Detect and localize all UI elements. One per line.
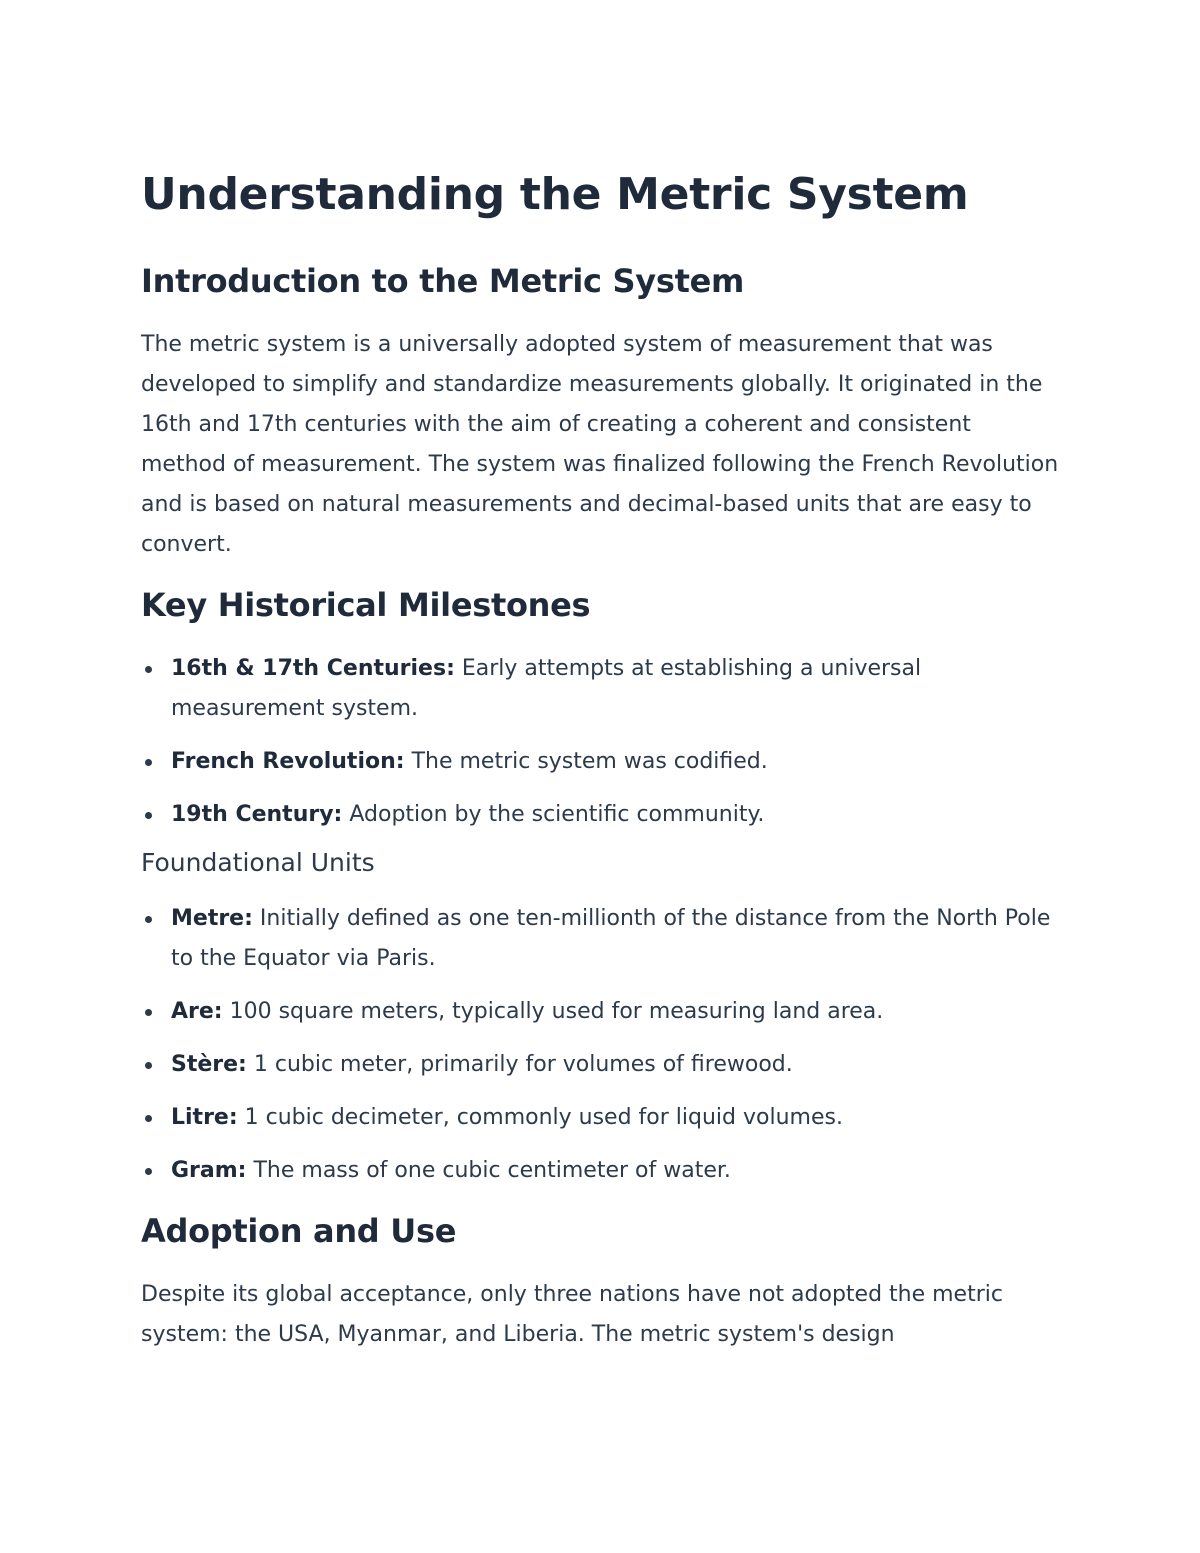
adoption-heading: Adoption and Use	[141, 1212, 457, 1250]
list-item-term: French Revolution:	[171, 749, 405, 774]
document-page	[141, 165, 1061, 1355]
list-item-term: Are:	[171, 999, 223, 1024]
list-item	[141, 1045, 1061, 1085]
units-heading: Foundational Units	[141, 848, 375, 877]
list-item-text: Adoption by the scientific community.	[342, 802, 765, 827]
list-item-term: Stère:	[171, 1052, 247, 1077]
list-item	[141, 742, 1061, 782]
list-item	[141, 1151, 1061, 1191]
list-item-text: Early attempts at establishing a universal measurement system.	[171, 656, 922, 721]
list-item-term: Metre:	[171, 906, 253, 931]
list-item	[141, 1098, 1061, 1138]
list-item-term: 16th & 17th Centuries:	[171, 656, 455, 681]
document-title: Understanding the Metric System	[141, 169, 969, 220]
list-item	[141, 992, 1061, 1032]
list-item-text: 1 cubic meter, primarily for volumes of firewood.	[246, 1052, 793, 1077]
adoption-paragraph: Despite its global acceptance, only three nations have not adopted the metric system: the USA, Myanmar, and Liberia. The metric system's design	[141, 1282, 1003, 1347]
intro-heading: Introduction to the Metric System	[141, 262, 745, 300]
list-item	[141, 899, 1061, 979]
list-item-text: 100 square meters, typically used for measuring land area.	[222, 999, 884, 1024]
list-item	[141, 795, 1061, 835]
list-item-text: 1 cubic decimeter, commonly used for liquid volumes.	[237, 1105, 843, 1130]
list-item-text: Initially defined as one ten-millionth of the distance from the North Pole to the Equator via Paris.	[171, 906, 1051, 971]
list-item-text: The mass of one cubic centimeter of water.	[246, 1158, 731, 1183]
intro-paragraph: The metric system is a universally adopted system of measurement that was developed to simplify and standardize measurements globally. It originated in the 16th and 17th centuries with the aim of creating a coherent and consistent method of measurement. The system was finalized following the French Revolution and is based on natural measurements and decimal-based units that are easy to convert.	[141, 332, 1059, 557]
list-item-term: Litre:	[171, 1105, 238, 1130]
list-item-term: Gram:	[171, 1158, 247, 1183]
milestones-heading: Key Historical Milestones	[141, 586, 591, 624]
units-list	[141, 899, 1061, 1191]
milestones-list	[141, 649, 1061, 835]
list-item-term: 19th Century:	[171, 802, 343, 827]
list-item	[141, 649, 1061, 729]
list-item-text: The metric system was codified.	[404, 749, 768, 774]
